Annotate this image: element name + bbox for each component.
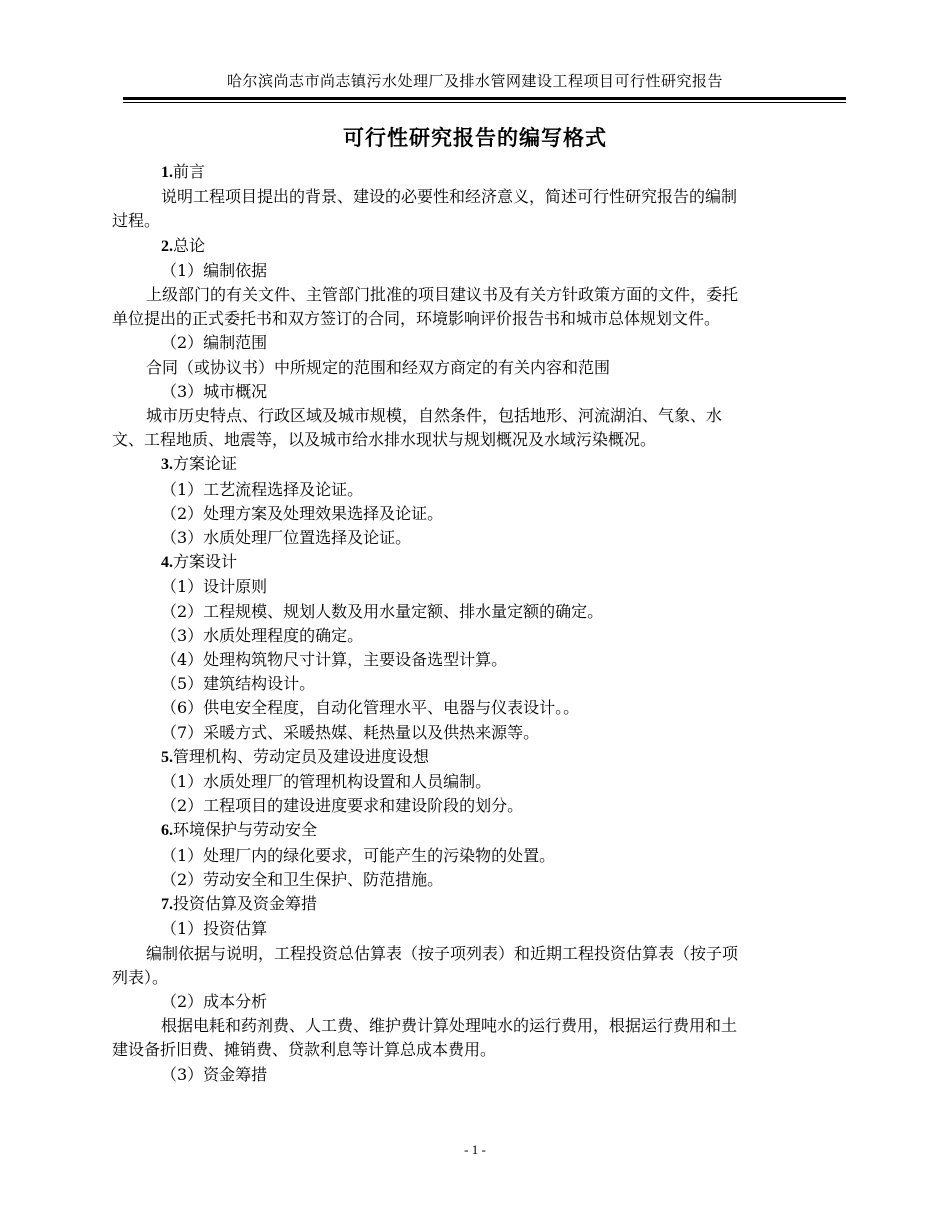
section-number: 6. xyxy=(161,822,173,840)
section-heading xyxy=(112,160,837,185)
section-number: 3. xyxy=(161,456,173,474)
subsection-heading: （5）建筑结构设计。 xyxy=(161,674,316,694)
subsection-heading: （7）采暖方式、采暖热媒、耗热量以及供热来源等。 xyxy=(161,722,540,742)
paragraph-line: 文、工程地质、地震等，以及城市给水排水现状与规划概况及水域污染概况。 xyxy=(112,430,657,450)
page-header: 哈尔滨尚志市尚志镇污水处理厂及排水管网建设工程项目可行性研究报告 xyxy=(226,72,723,90)
document-title: 可行性研究报告的编写格式 xyxy=(343,126,607,150)
subsection-heading: （2）工程规模、规划人数及用水量定额、排水量定额的确定。 xyxy=(161,601,604,621)
subsection-heading: （1）投资估算 xyxy=(161,919,268,939)
section-title: 管理机构、劳动定员及建设进度设想 xyxy=(173,746,430,766)
section-title: 总论 xyxy=(173,235,206,255)
paragraph-line: 建设备折旧费、摊销费、贷款利息等计算总成本费用。 xyxy=(112,1040,497,1060)
section-number: 7. xyxy=(161,896,173,914)
section-number: 5. xyxy=(161,748,173,766)
subsection-heading: （1）水质处理厂的管理机构设置和人员编制。 xyxy=(161,772,492,792)
header-rule-thick xyxy=(123,97,846,100)
paragraph-line: 城市历史特点、行政区域及城市规模，自然条件，包括地形、河流湖泊、气象、水 xyxy=(146,406,723,426)
subsection-heading: （4）处理构筑物尺寸计算，主要设备选型计算。 xyxy=(161,650,508,670)
section-heading xyxy=(112,550,837,575)
page-number: - 1 - xyxy=(464,1142,486,1157)
subsection-heading: （1）处理厂内的绿化要求，可能产生的污染物的处置。 xyxy=(161,845,556,865)
subsection-heading: （2）编制范围 xyxy=(161,333,268,353)
section-heading xyxy=(112,452,837,477)
paragraph-line: 说明工程项目提出的背景、建设的必要性和经济意义，简述可行性研究报告的编制 xyxy=(161,187,738,207)
subsection-heading: （3）水质处理程度的确定。 xyxy=(161,625,364,645)
paragraph-line: 过程。 xyxy=(112,211,161,231)
section-number: 1. xyxy=(161,164,173,181)
subsection-heading: （2）工程项目的建设进度要求和建设阶段的划分。 xyxy=(161,796,524,816)
paragraph-line: 编制依据与说明，工程投资总估算表（按子项列表）和近期工程投资估算表（按子项 xyxy=(146,943,739,963)
subsection-heading: （6）供电安全程度，自动化管理水平、电器与仪表设计。。 xyxy=(161,698,580,718)
subsection-heading: （2）成本分析 xyxy=(161,991,268,1011)
subsection-heading: （2）处理方案及处理效果选择及论证。 xyxy=(161,503,444,523)
subsection-heading: （1）工艺流程选择及论证。 xyxy=(161,479,364,499)
header-rule-thin xyxy=(123,102,846,103)
section-title: 前言 xyxy=(173,162,206,181)
section-title: 方案论证 xyxy=(173,454,238,474)
section-title: 投资估算及资金筹措 xyxy=(173,894,318,914)
section-number: 4. xyxy=(161,554,173,572)
subsection-heading: （3）资金筹措 xyxy=(161,1064,268,1084)
subsection-heading: （3）水质处理厂位置选择及论证。 xyxy=(161,528,412,548)
section-title: 环境保护与劳动安全 xyxy=(173,820,318,840)
paragraph-line: 上级部门的有关文件、主管部门批准的项目建议书及有关方针政策方面的文件，委托 xyxy=(146,285,739,305)
subsection-heading: （3）城市概况 xyxy=(161,381,268,401)
section-title: 方案设计 xyxy=(173,552,238,572)
paragraph-line: 列表）。 xyxy=(112,967,169,987)
document-body xyxy=(112,160,837,1087)
section-heading xyxy=(112,745,837,770)
subsection-heading: （2）劳动安全和卫生保护、防范措施。 xyxy=(161,869,444,889)
paragraph-line: 单位提出的正式委托书和双方签订的合同，环境影响评价报告书和城市总体规划文件。 xyxy=(112,309,721,329)
section-heading xyxy=(112,818,837,843)
subsection-heading: （1）设计原则 xyxy=(161,577,268,597)
section-heading xyxy=(112,234,837,259)
paragraph-line: 合同（或协议书）中所规定的范围和经双方商定的有关内容和范围 xyxy=(146,357,611,377)
paragraph-line: 根据电耗和药剂费、人工费、维护费计算处理吨水的运行费用，根据运行费用和土 xyxy=(161,1016,738,1036)
section-number: 2. xyxy=(161,237,173,255)
section-heading xyxy=(112,892,837,917)
subsection-heading: （1）编制依据 xyxy=(161,260,268,280)
